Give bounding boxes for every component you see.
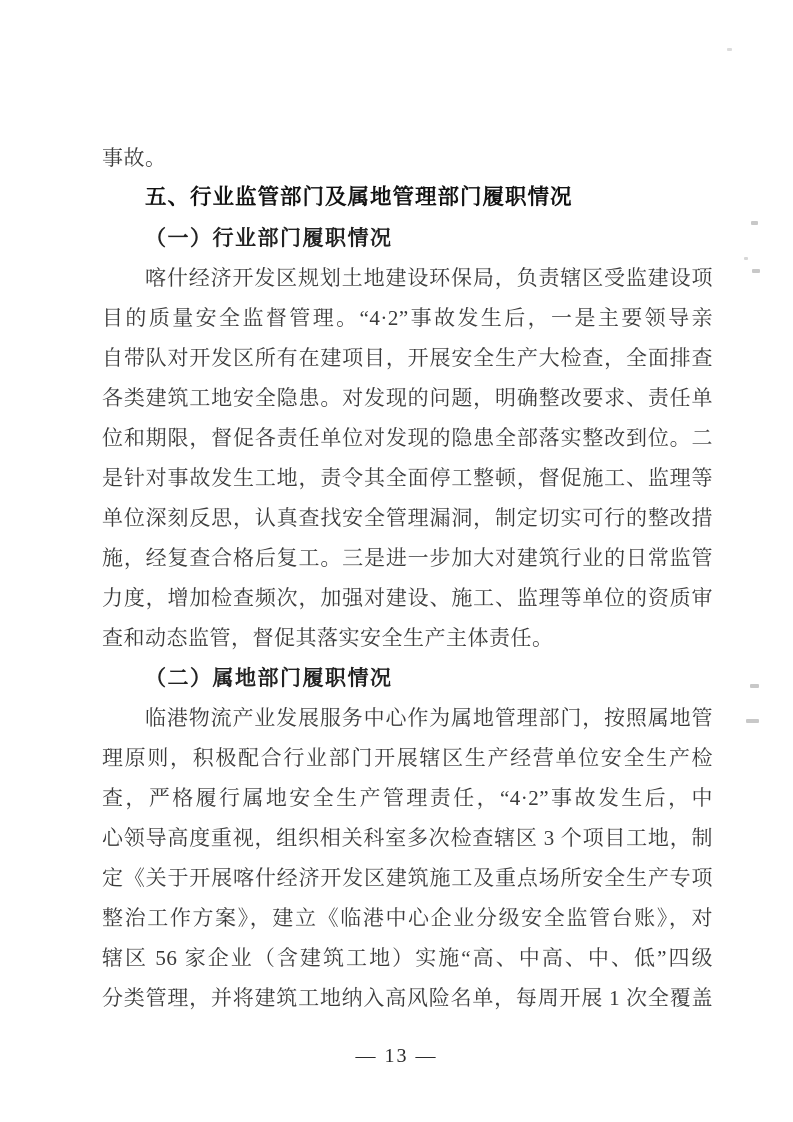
sub-heading: （一）行业部门履职情况 (145, 225, 393, 250)
paragraph-line: 查和动态监管，督促其落实安全生产主体责任。 (102, 626, 554, 650)
paragraph-line: 自带队对开发区所有在建项目，开展安全生产大检查，全面排查 (102, 346, 713, 370)
paragraph-line: 施，经复查合格后复工。三是进一步加大对建筑行业的日常监管 (102, 546, 713, 570)
paragraph-line: 心领导高度重视，组织相关科室多次检查辖区 3 个项目工地，制 (102, 826, 713, 850)
paragraph-line: 定《关于开展喀什经济开发区建筑施工及重点场所安全生产专项 (102, 866, 713, 890)
paragraph-line: 目的质量安全监督管理。“4·2”事故发生后，一是主要领导亲 (102, 306, 713, 330)
paragraph-line: 位和期限，督促各责任单位对发现的隐患全部落实整改到位。二 (102, 426, 713, 450)
paragraph-line: 力度，增加检查频次，加强对建设、施工、监理等单位的资质审 (102, 586, 713, 610)
paragraph-line: 是针对事故发生工地，责令其全面停工整顿，督促施工、监理等 (102, 466, 713, 490)
paragraph-line: 临港物流产业发展服务中心作为属地管理部门，按照属地管 (145, 706, 713, 730)
paragraph-line: 分类管理，并将建筑工地纳入高风险名单，每周开展 1 次全覆盖 (102, 986, 713, 1010)
scan-artifact (744, 257, 748, 260)
paragraph-line: 理原则，积极配合行业部门开展辖区生产经营单位安全生产检 (102, 746, 713, 770)
paragraph-line: 喀什经济开发区规划土地建设环保局，负责辖区受监建设项 (145, 266, 713, 290)
scan-artifact (752, 269, 760, 273)
scan-artifact (751, 221, 758, 225)
paragraph-line: 单位深刻反思，认真查找安全管理漏洞，制定切实可行的整改措 (102, 506, 713, 530)
document-body (102, 138, 713, 1018)
section-heading: 五、行业监管部门及属地管理部门履职情况 (145, 185, 573, 210)
scan-artifact (746, 719, 759, 723)
scan-artifact (727, 48, 732, 51)
paragraph-line: 辖区 56 家企业（含建筑工地）实施“高、中高、中、低”四级 (102, 946, 713, 970)
scan-artifact (750, 684, 759, 688)
paragraph-line: 查，严格履行属地安全生产管理责任，“4·2”事故发生后，中 (102, 786, 713, 810)
paragraph-line: 整治工作方案》，建立《临港中心企业分级安全监管台账》，对 (102, 906, 713, 930)
paragraph-line: 各类建筑工地安全隐患。对发现的问题，明确整改要求、责任单 (102, 386, 713, 410)
paragraph-line: 事故。 (102, 146, 167, 170)
sub-heading: （二）属地部门履职情况 (145, 665, 393, 690)
page-number: — 13 — (355, 1045, 438, 1067)
